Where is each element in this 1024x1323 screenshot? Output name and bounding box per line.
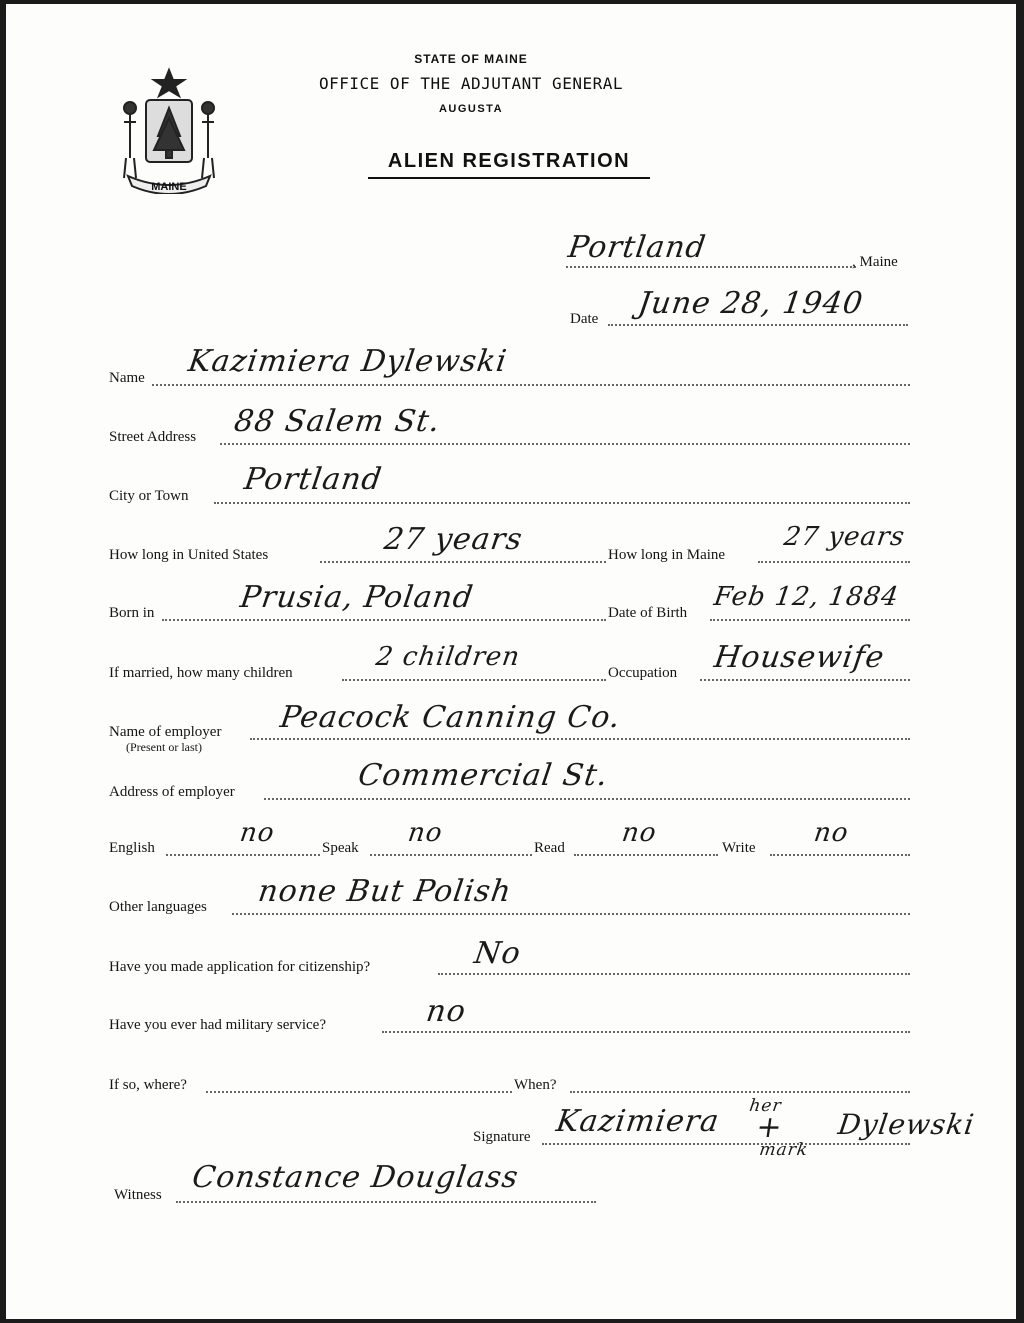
city-label: City or Town bbox=[109, 488, 189, 504]
svg-text:MAINE: MAINE bbox=[151, 181, 187, 193]
us-time-label: How long in United States bbox=[109, 547, 269, 563]
signature-line bbox=[542, 1143, 910, 1145]
citizenship-label: Have you made application for citizenship? bbox=[109, 959, 371, 975]
date-line bbox=[608, 324, 908, 326]
street-value: 88 Salem St. bbox=[232, 404, 443, 439]
english-line bbox=[166, 854, 320, 856]
dob-label: Date of Birth bbox=[608, 605, 688, 621]
military-line bbox=[382, 1031, 910, 1033]
speak-label: Speak bbox=[322, 840, 359, 856]
where-label: If so, where? bbox=[109, 1077, 187, 1093]
occupation-label: Occupation bbox=[608, 665, 678, 681]
employer-label: Name of employer bbox=[109, 724, 222, 740]
speak-value: no bbox=[406, 818, 445, 848]
us-time-line bbox=[320, 561, 606, 563]
header-state: STATE OF MAINE bbox=[414, 52, 528, 66]
employer-address-label: Address of employer bbox=[109, 784, 235, 800]
page-title: ALIEN REGISTRATION bbox=[368, 150, 650, 179]
street-line bbox=[220, 443, 910, 445]
other-languages-value: none But Polish bbox=[256, 874, 514, 909]
signature-mark-above: her bbox=[748, 1096, 783, 1116]
born-line bbox=[162, 619, 606, 621]
witness-value: Constance Douglass bbox=[190, 1160, 521, 1195]
occupation-line bbox=[700, 679, 910, 681]
children-label: If married, how many children bbox=[109, 665, 293, 681]
signature-value: Kazimiera bbox=[554, 1104, 722, 1139]
english-value: no bbox=[238, 818, 277, 848]
military-label: Have you ever had military service? bbox=[109, 1017, 326, 1033]
name-label: Name bbox=[109, 370, 145, 386]
speak-line bbox=[370, 854, 532, 856]
header-office: OFFICE OF THE ADJUTANT GENERAL bbox=[319, 74, 623, 93]
employer-sublabel: (Present or last) bbox=[126, 740, 202, 754]
signature-label: Signature bbox=[473, 1129, 531, 1145]
registration-form bbox=[6, 4, 1016, 1319]
header-city: AUGUSTA bbox=[438, 103, 504, 115]
name-value: Kazimiera Dylewski bbox=[186, 344, 510, 379]
english-label: English bbox=[109, 840, 155, 856]
employer-value: Peacock Canning Co. bbox=[278, 700, 623, 735]
born-label: Born in bbox=[109, 605, 155, 621]
date-label: Date bbox=[570, 311, 599, 327]
dob-value: Feb 12, 1884 bbox=[712, 582, 901, 612]
employer-address-value: Commercial St. bbox=[356, 758, 611, 793]
place-label: , Maine bbox=[852, 254, 898, 270]
read-line bbox=[574, 854, 718, 856]
street-label: Street Address bbox=[109, 429, 197, 445]
witness-label: Witness bbox=[114, 1187, 162, 1203]
write-line bbox=[770, 854, 910, 856]
military-value: no bbox=[424, 994, 469, 1029]
citizenship-value: No bbox=[472, 936, 524, 971]
write-label: Write bbox=[722, 840, 756, 856]
place-line bbox=[566, 266, 856, 268]
when-line bbox=[570, 1091, 910, 1093]
name-line bbox=[152, 384, 910, 386]
witness-line bbox=[176, 1201, 596, 1203]
citizenship-line bbox=[438, 973, 910, 975]
signature-mark-below: mark bbox=[758, 1140, 810, 1160]
date-value: June 28, 1940 bbox=[636, 286, 866, 321]
read-value: no bbox=[620, 818, 659, 848]
city-value: Portland bbox=[242, 462, 385, 497]
other-languages-label: Other languages bbox=[109, 899, 207, 915]
read-label: Read bbox=[534, 840, 565, 856]
children-value: 2 children bbox=[374, 642, 523, 672]
employer-address-line bbox=[264, 798, 910, 800]
occupation-value: Housewife bbox=[712, 640, 887, 675]
where-line bbox=[206, 1091, 512, 1093]
place-value: Portland bbox=[566, 230, 709, 265]
me-time-value: 27 years bbox=[782, 522, 907, 552]
city-line bbox=[214, 502, 910, 504]
me-time-line bbox=[758, 561, 910, 563]
signature-mark: + bbox=[754, 1110, 786, 1145]
other-languages-line bbox=[232, 913, 910, 915]
write-value: no bbox=[812, 818, 851, 848]
children-line bbox=[342, 679, 606, 681]
us-time-value: 27 years bbox=[382, 522, 525, 557]
dob-line bbox=[710, 619, 910, 621]
born-value: Prusia, Poland bbox=[238, 580, 476, 615]
me-time-label: How long in Maine bbox=[608, 547, 726, 563]
employer-line bbox=[250, 738, 910, 740]
when-label: When? bbox=[514, 1077, 557, 1093]
signature-surname: Dylewski bbox=[836, 1108, 977, 1141]
